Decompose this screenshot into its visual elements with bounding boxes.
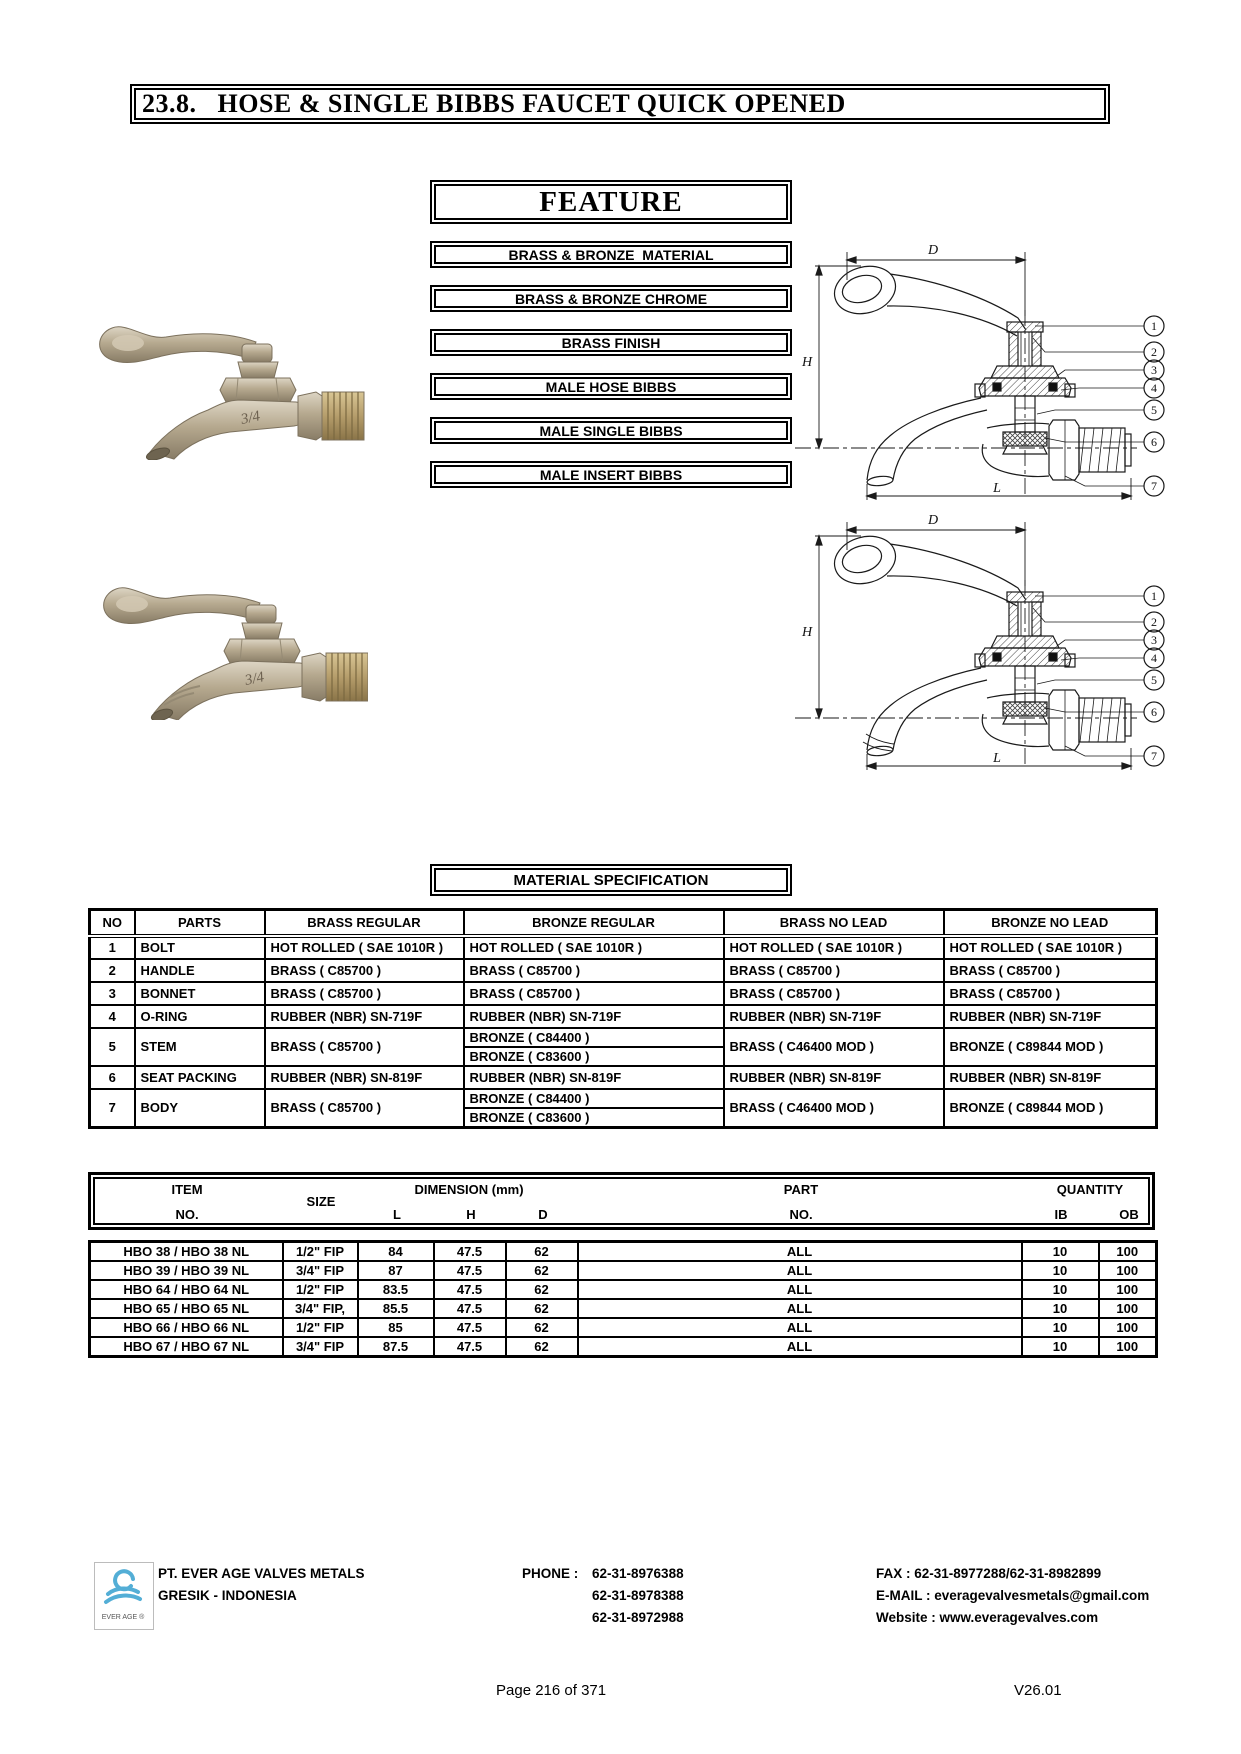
website-line: Website : www.everagevalves.com [876,1610,1099,1625]
item-row-hbo64: HBO 64 / HBO 64 NL 1/2" FIP 83.5 47.5 62 ALL 10 100 [90,1280,1157,1299]
feature-heading: FEATURE [430,180,792,224]
callout-5: 5 [1151,403,1157,417]
tech-drawing-2 [735,508,1170,780]
callout-5: 5 [1151,673,1157,687]
callout-3: 3 [1151,363,1157,377]
items-col-h: H [466,1207,476,1222]
product-photo-2 [90,545,368,720]
items-col-ob: OB [1119,1207,1139,1222]
items-col-dimension: DIMENSION (mm) [414,1182,524,1197]
spec-header-row [90,910,1157,936]
callout-7: 7 [1151,749,1157,763]
items-col-item: ITEM [171,1182,203,1197]
spec-col-brass-regular: BRASS REGULAR [265,910,464,936]
spec-col-brass-no-lead: BRASS NO LEAD [724,910,944,936]
spec-row-body: 7 BODY BRASS ( C85700 ) BRONZE ( C84400 ) BRASS ( C46400 MOD ) BRONZE ( C89844 MOD ) [90,1089,1157,1108]
spec-col-no: NO [90,910,135,936]
page-title-box [130,84,1110,124]
logo-text: EVER AGE ® [101,1614,145,1621]
photo-marking: 3/4 [243,669,266,689]
email-line: E-MAIL : everagevalvesmetals@gmail.com [876,1588,1150,1603]
items-col-part: PART [783,1182,819,1197]
callout-4: 4 [1151,381,1157,395]
items-col-quantity: QUANTITY [1056,1182,1124,1197]
feature-item-3: BRASS FINISH [430,329,792,356]
dim-h-label: H [801,355,813,370]
items-col-ib: IB [1054,1207,1068,1222]
feature-item-2: BRASS & BRONZE CHROME [430,285,792,312]
dim-d-label: D [927,513,939,528]
feature-item-5: MALE SINGLE BIBBS [430,417,792,444]
spec-row-stem-b: BRONZE ( C83600 ) [90,1047,1157,1066]
tech-drawing-1 [735,238,1170,510]
items-col-d: D [538,1207,548,1222]
page-title: 23.8. HOSE & SINGLE BIBBS FAUCET QUICK OPENED [142,89,846,118]
company-city: GRESIK - INDONESIA [158,1588,297,1603]
items-table [88,1240,1158,1358]
callout-6: 6 [1151,705,1157,719]
fax-line: FAX : 62-31-8977288/62-31-8982899 [876,1566,1102,1581]
ever-age-logo-icon [95,1563,151,1627]
item-row-hbo67: HBO 67 / HBO 67 NL 3/4" FIP 87.5 47.5 62 ALL 10 100 [90,1337,1157,1357]
items-col-l: L [393,1207,401,1222]
dim-l-label: L [993,481,1001,496]
dim-l-label: L [993,751,1001,766]
spec-row-seat-packing: 6 SEAT PACKING RUBBER (NBR) SN-819F RUBBER (NBR) SN-819F RUBBER (NBR) SN-819F RUBBER (NBR) SN-819F [90,1066,1157,1089]
callout-4: 4 [1151,651,1157,665]
feature-item-6: MALE INSERT BIBBS [430,461,792,488]
page-number: Page 216 of 371 [496,1682,607,1699]
material-spec-table [88,908,1158,1129]
spec-row-body-b: BRONZE ( C83600 ) [90,1108,1157,1128]
spec-row-oring: 4 O-RING RUBBER (NBR) SN-719F RUBBER (NBR) SN-719F RUBBER (NBR) SN-719F RUBBER (NBR) SN-719F [90,1005,1157,1028]
callout-7: 7 [1151,479,1157,493]
company-name: PT. EVER AGE VALVES METALS [158,1566,365,1581]
callout-2: 2 [1151,345,1157,359]
feature-item-1: BRASS & BRONZE MATERIAL [430,241,792,268]
item-row-hbo39: HBO 39 / HBO 39 NL 3/4" FIP 87 47.5 62 ALL 10 100 [90,1261,1157,1280]
spec-row-stem: 5 STEM BRASS ( C85700 ) BRONZE ( C84400 ) BRASS ( C46400 MOD ) BRONZE ( C89844 MOD ) [90,1028,1157,1047]
phone-2: 62-31-8978388 [592,1588,684,1603]
item-row-hbo66: HBO 66 / HBO 66 NL 1/2" FIP 85 47.5 62 ALL 10 100 [90,1318,1157,1337]
dim-d-label: D [927,243,939,258]
spec-row-handle: 2 HANDLE BRASS ( C85700 ) BRASS ( C85700 ) BRASS ( C85700 ) BRASS ( C85700 ) [90,959,1157,982]
material-spec-heading: MATERIAL SPECIFICATION [430,864,792,896]
item-row-hbo38: HBO 38 / HBO 38 NL 1/2" FIP 84 47.5 62 ALL 10 100 [90,1242,1157,1262]
items-col-item-no: NO. [175,1207,199,1222]
spec-row-bolt: 1 BOLT HOT ROLLED ( SAE 1010R ) HOT ROLLED ( SAE 1010R ) HOT ROLLED ( SAE 1010R ) HOT ROLLED ( SAE 1010R ) [90,936,1157,959]
callout-1: 1 [1151,319,1157,333]
feature-item-4: MALE HOSE BIBBS [430,373,792,400]
photo-marking: 3/4 [239,408,262,428]
dim-h-label: H [801,625,813,640]
footer-logo [94,1562,154,1630]
spec-row-bonnet: 3 BONNET BRASS ( C85700 ) BRASS ( C85700 ) BRASS ( C85700 ) BRASS ( C85700 ) [90,982,1157,1005]
spec-col-bronze-no-lead: BRONZE NO LEAD [944,910,1157,936]
product-photo-1 [90,288,368,460]
callout-6: 6 [1151,435,1157,449]
callout-3: 3 [1151,633,1157,647]
spec-col-bronze-regular: BRONZE REGULAR [464,910,724,936]
callout-1: 1 [1151,589,1157,603]
items-col-size: SIZE [306,1194,336,1209]
callout-2: 2 [1151,615,1157,629]
phone-3: 62-31-8972988 [592,1610,684,1625]
items-table-header [88,1172,1155,1230]
items-col-part-no: NO. [789,1207,813,1222]
version-label: V26.01 [1014,1682,1062,1699]
item-row-hbo65: HBO 65 / HBO 65 NL 3/4" FIP, 85.5 47.5 62 ALL 10 100 [90,1299,1157,1318]
phone-label: PHONE : [522,1566,579,1581]
spec-col-parts: PARTS [135,910,265,936]
phone-1: 62-31-8976388 [592,1566,684,1581]
